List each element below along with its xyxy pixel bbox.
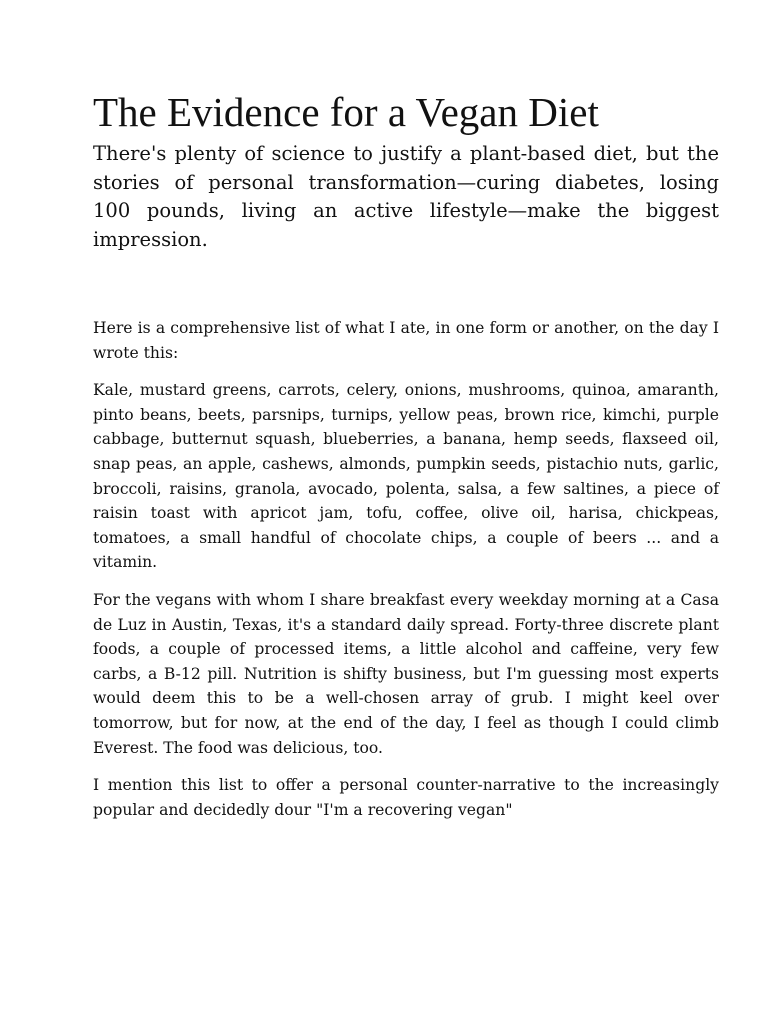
body-paragraph: Kale, mustard greens, carrots, celery, onions, mushrooms, quinoa, amaranth, pinto beans, beets, parsnips, turnips, yellow peas, brown rice, kimchi, purple cabbage, butternut squash, blueberries, a banana, hemp seeds, flaxseed oil, snap peas, an apple, cashews, almonds, pumpkin seeds, pistachio nuts, garlic, broccoli, raisins, granola, avocado, polenta, salsa, a few saltines, a piece of raisin toast with apricot jam, tofu, coffee, olive oil, harisa, chickpeas, tomatoes, a small handful of chocolate chips, a couple of beers ... and a vitamin. (93, 381, 719, 572)
article-subtitle: There's plenty of science to justify a plant-based diet, but the stories of personal transformation—curing diabetes, losing 100 pounds, living an active lifestyle—make the biggest impression. (93, 142, 719, 251)
article-title: The Evidence for a Vegan Diet (93, 89, 599, 135)
article (93, 88, 719, 835)
body-paragraph: For the vegans with whom I share breakfast every weekday morning at a Casa de Luz in Austin, Texas, it's a standard daily spread. Forty-three discrete plant foods, a couple of processed items, a little alcohol and caffeine, very few carbs, a B-12 pill. Nutrition is shifty business, but I'm guessing most experts would deem this to be a well-chosen array of grub. I might keel over tomorrow, but for now, at the end of the day, I feel as though I could climb Everest. The food was delicious, too. (93, 590, 719, 757)
article-body (93, 316, 719, 822)
body-paragraph: I mention this list to offer a personal counter-narrative to the increasingly popular and decidedly dour "I'm a recovering vegan" (93, 776, 719, 819)
body-paragraph: Here is a comprehensive list of what I ate, in one form or another, on the day I wrote this: (93, 319, 719, 362)
